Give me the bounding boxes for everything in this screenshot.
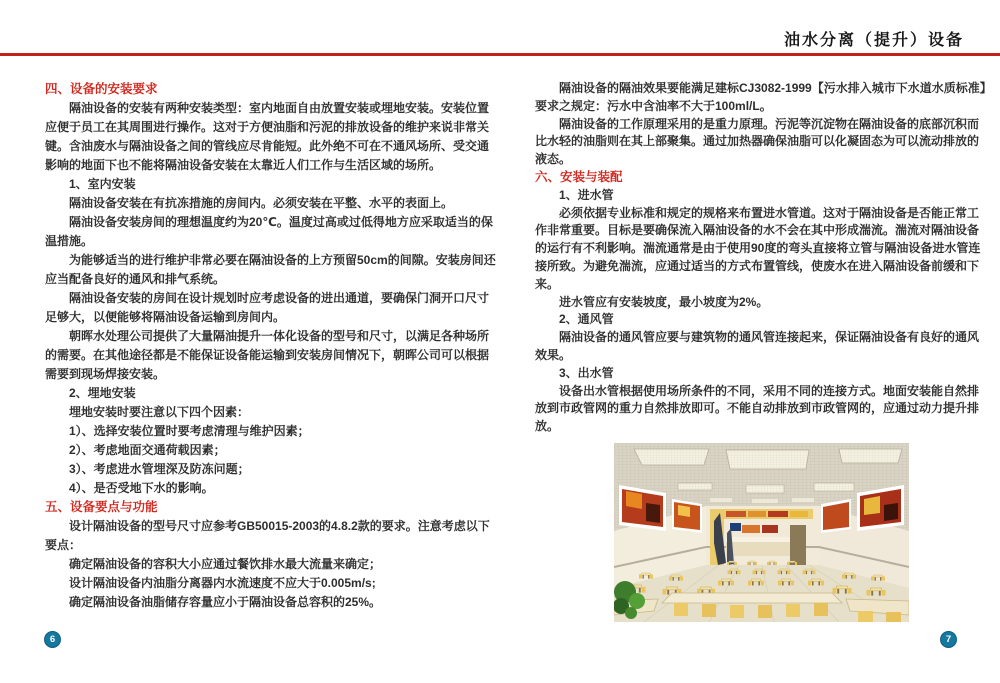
paragraph: 埋地安装时要注意以下四个因素： (69, 405, 250, 419)
paragraph: 隔油设备安装的房间在设计规划时应考虑设备的进出通道，要确保门洞开口尺寸足够大，以便能够将隔油设备运输到房间内。 (45, 291, 490, 324)
paragraph: 1）、选择安装位置时要考虑清理与维护因素； (69, 424, 310, 438)
cafeteria-illustration (614, 443, 909, 622)
paragraph: 隔油设备的隔油效果要能满足建标CJ3082-1999【污水排入城市下水道水质标准】要求之规定：污水中含油率不大于100ml/L。 (535, 81, 986, 113)
left-page-content (45, 80, 500, 612)
section-heading: 五、设备要点与功能 (45, 500, 158, 514)
paragraph: 隔油设备的工作原理采用的是重力原理。污泥等沉淀物在隔油设备的底部沉积而比水轻的油脂则在其上部聚集。通过加热器确保油脂可以化凝固态为可以流动排放的液态。 (535, 116, 980, 167)
paragraph: 进水管应有安装坡度，最小坡度为2%。 (559, 294, 769, 309)
paragraph: 隔油设备的安装有两种安装类型：室内地面自由放置安装或埋地安装。安装位置应便于员工在其周围进行操作。这对于方便油脂和污泥的排放设备的维护来说非常关键。含油废水与隔油设备之间的管线应尽肯能短。此外绝不可在不通风场所、受交通影响的地面下也不能将隔油设备安装在太靠近人们工作与生活区域的场所。 (45, 101, 490, 172)
section-heading: 六、安装与装配 (535, 169, 623, 184)
section-heading: 四、设备的安装要求 (45, 82, 158, 96)
paragraph: 2）、考虑地面交通荷载因素； (69, 443, 226, 457)
page-number-left: 6 (44, 631, 61, 648)
paragraph: 3）、考虑进水管埋深及防冻问题； (69, 462, 250, 476)
paragraph: 隔油设备安装房间的理想温度约为20℃。温度过高或过低得地方应采取适当的保温措施。 (45, 215, 493, 248)
paragraph: 朝晖水处理公司提供了大量隔油提升一体化设备的型号和尺寸，以满足各种场所的需要。在其他途径都是不能保证设备能运输到安装房间情况下，朝晖公司可以根据需要到现场焊接安装。 (45, 329, 490, 381)
document-title: 油水分离（提升）设备 (783, 32, 964, 49)
paragraph: 隔油设备的通风管应要与建筑物的通风管连接起来，保证隔油设备有良好的通风效果。 (535, 330, 980, 362)
paragraph: 4）、是否受地下水的影响。 (69, 481, 214, 495)
paragraph: 设计隔油设备内油脂分离器内水流速度不应大于0.005m/s; (69, 576, 376, 590)
paragraph: 设备出水管根据使用场所条件的不同，采用不同的连接方式。地面安装能自然排放到市政管网的重力自然排放即可。不能自动排放到市政管网的，应通过动力提升排放。 (535, 383, 980, 434)
cafeteria-photo (614, 443, 909, 622)
paragraph: 确定隔油设备油脂储存容量应小于隔油设备总容积的25%。 (69, 595, 382, 609)
paragraph: 2、埋地安装 (69, 386, 136, 400)
paragraph: 2、通风管 (559, 312, 614, 327)
paragraph: 1、室内安装 (69, 177, 136, 191)
right-page-text (535, 80, 987, 436)
paragraph: 1、进水管 (559, 187, 614, 202)
paragraph: 为能够适当的进行维护非常必要在隔油设备的上方预留50cm的间隙。安装房间还应当配备良好的通风和排气系统。 (45, 253, 496, 286)
paragraph: 设计隔油设备的型号尺寸应参考GB50015-2003的4.8.2款的要求。注意考虑以下要点： (45, 519, 490, 552)
paragraph: 必须依据专业标准和规定的规格来布置进水管道。这对于隔油设备是否能正常工作非常重要。目标是要确保流入隔油设备的水不会在其中形成湍流。湍流对隔油设备的运行有不利影响。湍流通常是由于使用90度的弯头直接将立管与隔油设备进水管连接所致。为避免湍流，应通过适当的方式布置管线，使废水在进入隔油设备前缓和下来。 (535, 205, 981, 291)
paragraph: 隔油设备安装在有抗冻措施的房间内。必须安装在平整、水平的表面上。 (69, 196, 454, 210)
paragraph: 3、出水管 (559, 365, 614, 380)
red-header-rule (0, 53, 1000, 56)
right-page-content (535, 80, 987, 622)
paragraph: 确定隔油设备的容积大小应通过餐饮排水最大流量来确定； (69, 557, 382, 571)
page-number-right: 7 (940, 631, 957, 648)
